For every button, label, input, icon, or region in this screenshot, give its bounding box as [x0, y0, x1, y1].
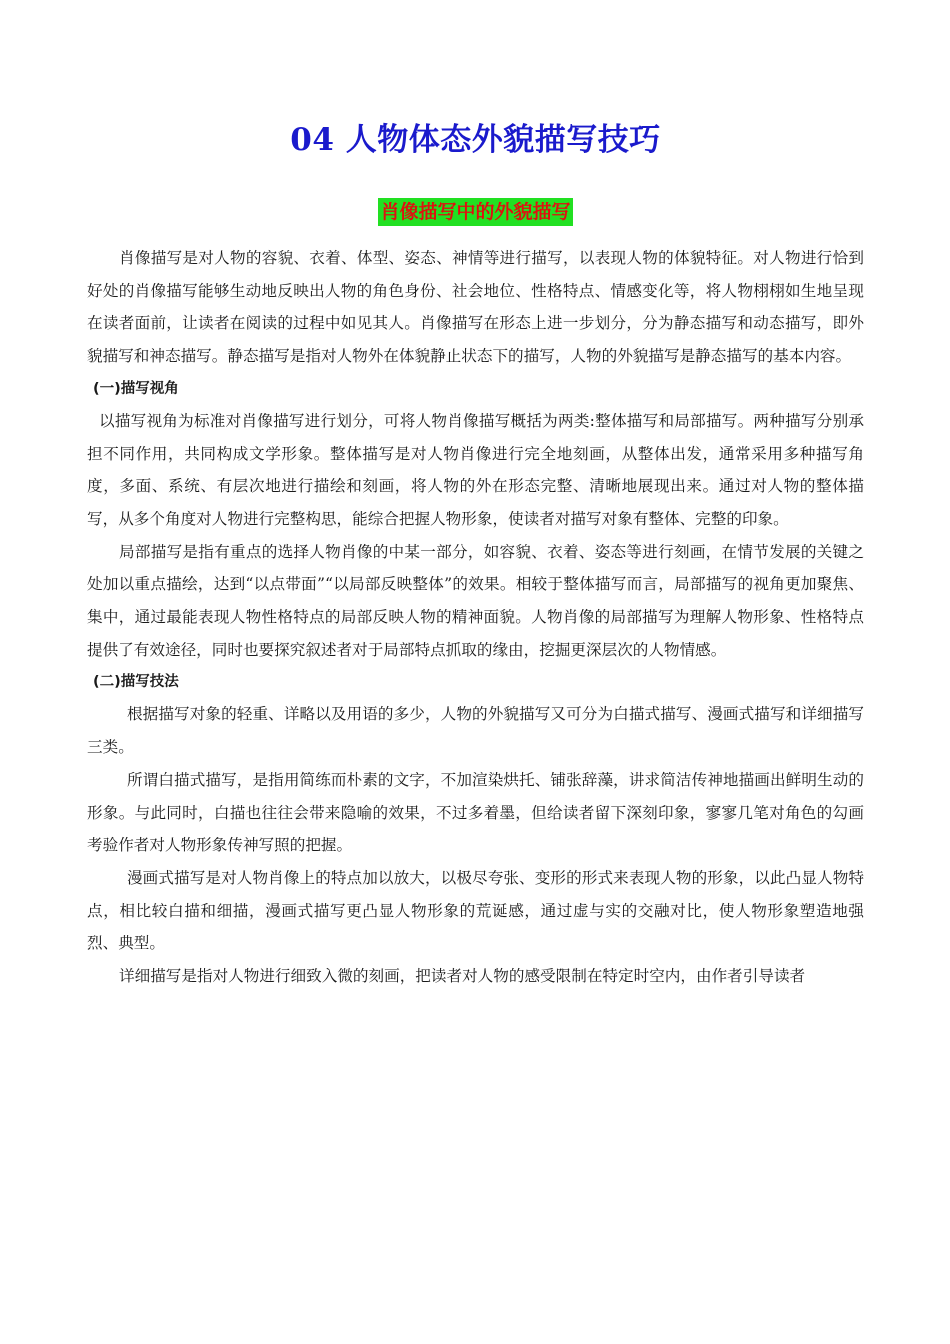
paragraph-caricature: 漫画式描写是对人物肖像上的特点加以放大，以极尽夸张、变形的形式来表现人物的形象，以此凸显人物特点，相比较白描和细描，漫画式描写更凸显人物形象的荒诞感，通过虚与实的交融对比，使人物形象塑造地强烈、典型。	[87, 868, 864, 953]
paragraph-overall-description: 以描写视角为标准对肖像描写进行划分，可将人物肖像描写概括为两类:整体描写和局部描写。两种描写分别承担不同作用，共同构成文学形象。整体描写是对人物肖像进行完全地刻画，从整体出发，通常采用多种描写角度，多面、系统、有层次地进行描绘和刻画，将人物的外在形态完整、清晰地展现出来。通过对人物的整体描写，从多个角度对人物进行完整构思，能综合把握人物形象，使读者对描写对象有整体、完整的印象。	[87, 411, 864, 528]
paragraph-detailed-description: 详细描写是指对人物进行细致入微的刻画，把读者对人物的感受限制在特定时空内，由作者引导读者	[119, 967, 806, 986]
paragraph-techniques-overview: 根据描写对象的轻重、详略以及用语的多少，人物的外貌描写又可分为白描式描写、漫画式描写和详细描写三类。	[87, 705, 864, 757]
document-title: 04 人物体态外貌描写技巧	[290, 122, 661, 158]
paragraph-partial-description: 局部描写是指有重点的选择人物肖像的中某一部分，如容貌、衣着、姿态等进行刻画，在情节发展的关键之处加以重点描绘，达到“以点带面”“以局部反映整体”的效果。相较于整体描写而言，局部描写的视角更加聚焦、集中，通过最能表现人物性格特点的局部反映人物的精神面貌。人物肖像的局部描写为理解人物形象、性格特点提供了有效途径，同时也要探究叙述者对于局部特点抓取的缘由，挖掘更深层次的人物情感。	[87, 542, 864, 659]
subtitle-wrapper	[87, 198, 864, 228]
highlighted-subtitle: 肖像描写中的外貌描写	[378, 198, 572, 226]
section-heading-techniques: (二)描写技法	[93, 674, 179, 691]
section-heading-perspective: (一)描写视角	[93, 380, 179, 397]
intro-paragraph: 肖像描写是对人物的容貌、衣着、体型、姿态、神情等进行描写，以表现人物的体貌特征。对人物进行恰到好处的肖像描写能够生动地反映出人物的角色身份、社会地位、性格特点、情感变化等，将人物栩栩如生地呈现在读者面前，让读者在阅读的过程中如见其人。肖像描写在形态上进一步划分，分为静态描写和动态描写，即外貌描写和神态描写。静态描写是指对人物外在体貌静止状态下的描写，人物的外貌描写是静态描写的基本内容。	[87, 249, 864, 366]
paragraph-line-drawing: 所谓白描式描写，是指用简练而朴素的文字，不加渲染烘托、铺张辞藻，讲求简洁传神地描画出鲜明生动的形象。与此同时，白描也往往会带来隐喻的效果，不过多着墨，但给读者留下深刻印象，寥寥几笔对角色的勾画考验作者对人物形象传神写照的把握。	[87, 770, 864, 855]
